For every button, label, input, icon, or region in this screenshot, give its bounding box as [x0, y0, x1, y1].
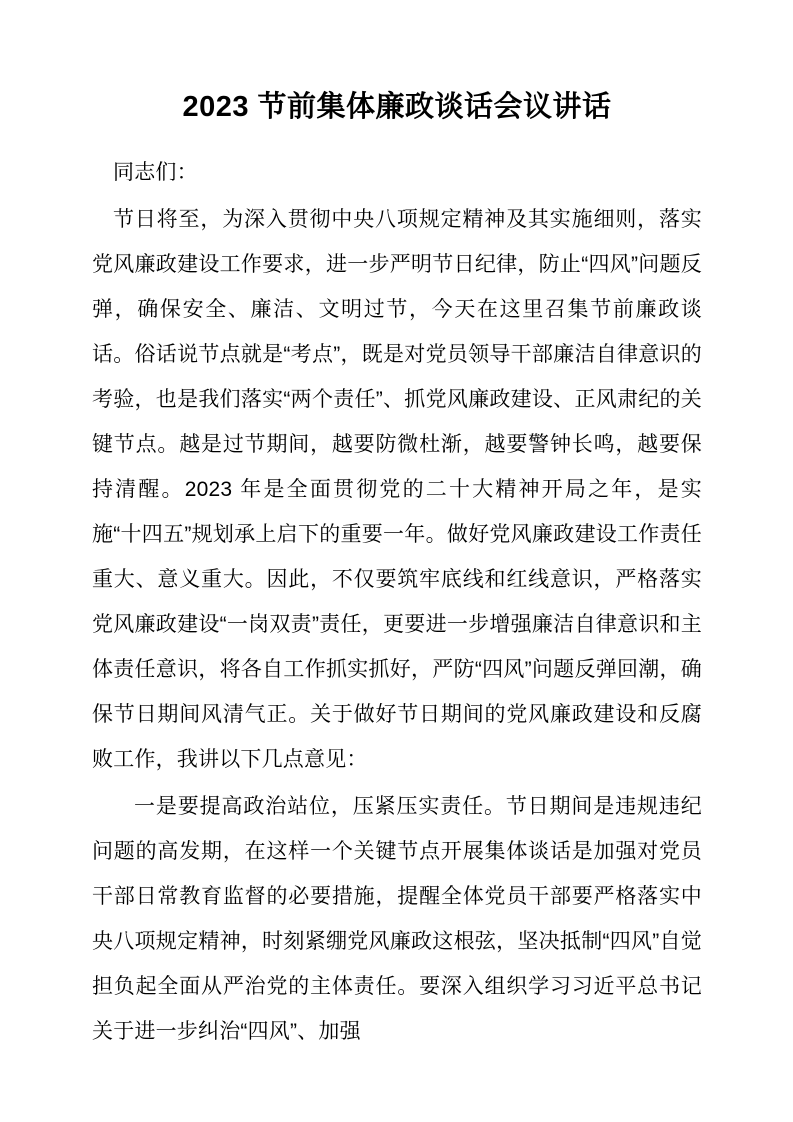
paragraph-point-one: 一是要提高政治站位，压紧压实责任。节日期间是违规违纪问题的高发期，在这样一个关键节点开展集体谈话是加强对党员干部日常教育监督的必要措施，提醒全体党员干部要严格落实中央八项规定精神，时刻紧绷党风廉政这根弦，坚决抵制“四风”自觉担负起全面从严治党的主体责任。要深入组织学习习近平总书记关于进一步纠治“四风”、加强 — [92, 794, 702, 1043]
paragraph-salutation: 同志们： — [113, 160, 198, 184]
paragraph-opening: 节日将至，为深入贯彻中央八项规定精神及其实施细则，落实党风廉政建设工作要求，进一步严明节日纪律，防止“四风”问题反弹，确保安全、廉洁、文明过节，今天在这里召集节前廉政谈话。俗话说节点就是“考点”，既是对党员领导干部廉洁自律意识的考验，也是我们落实“两个责任”、抓党风廉政建设、正风肃纪的关键节点。越是过节期间，越要防微杜渐，越要警钟长鸣，越要保持清醒。2023 年是全面贯彻党的二十大精神开局之年，是实施“十四五”规划承上启下的重要一年。做好党风廉政建设工作责任重大、意义重大。因此，不仅要筑牢底线和红线意识，严格落实党风廉政建设“一岗双责”责任，更要进一步增强廉洁自律意识和主体责任意识，将各自工作抓实抓好，严防“四风”问题反弹回潮，确保节日期间风清气正。关于做好节日期间的党风廉政建设和反腐败工作，我讲以下几点意见： — [92, 207, 702, 771]
document-body — [92, 86, 702, 1056]
page-title: 2023 节前集体廉政谈话会议讲话 — [182, 91, 612, 123]
